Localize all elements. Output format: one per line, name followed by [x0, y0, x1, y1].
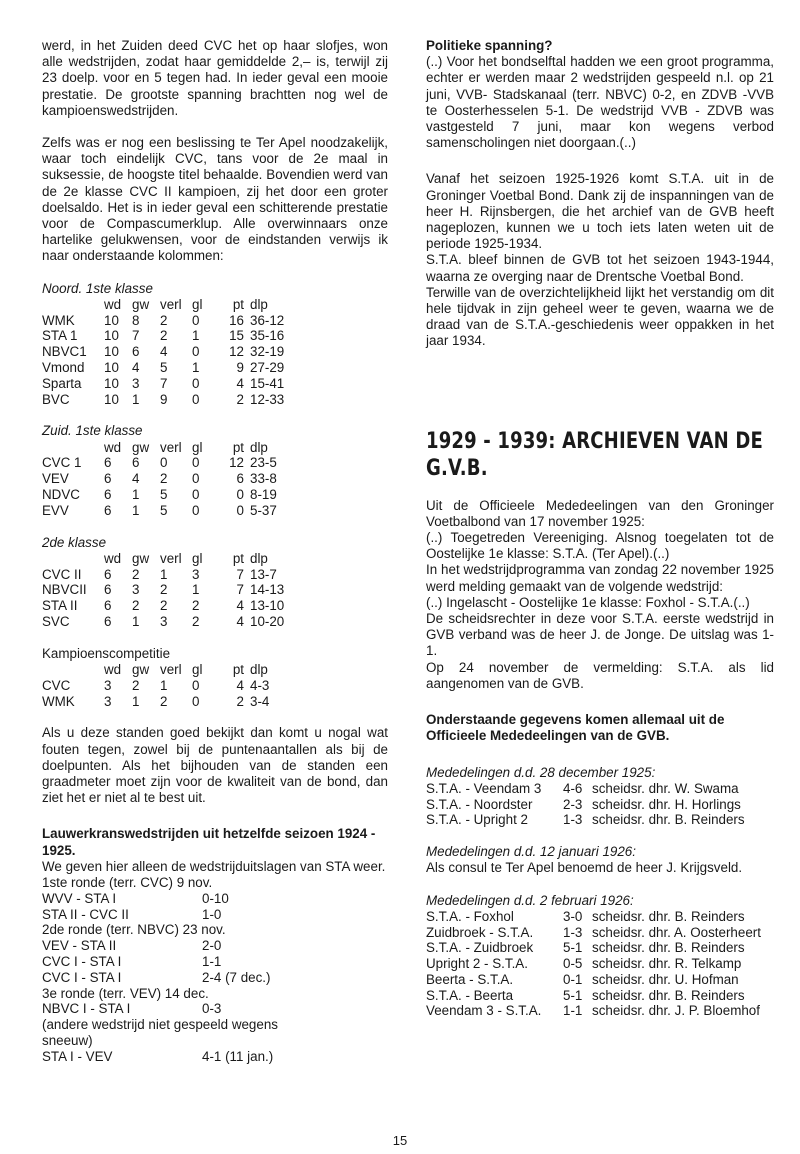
- result-row: [42, 970, 312, 986]
- table-cell: 1: [132, 614, 140, 629]
- match-teams: Upright 2 - S.T.A.: [426, 956, 528, 972]
- column-header: pt: [232, 550, 244, 566]
- match-referee: scheidsr. dhr. B. Reinders: [592, 940, 745, 956]
- standings-header-row: [42, 662, 310, 678]
- table-cell: 2: [132, 566, 140, 582]
- match-teams: S.T.A. - Noordster: [426, 796, 533, 812]
- table-cell: 4-3: [250, 677, 270, 693]
- result-row: [42, 1017, 312, 1049]
- table-cell: 2: [236, 693, 244, 709]
- match-teams: S.T.A. - Foxhol: [426, 908, 514, 924]
- result-note: (andere wedstrijd niet gespeeld wegens sneeuw): [42, 1017, 278, 1048]
- match-score: 5-1: [563, 987, 583, 1003]
- table-cell: 6: [104, 582, 112, 598]
- column-header: wd: [104, 296, 122, 312]
- team-name: NDVC: [42, 487, 80, 503]
- match-teams: S.T.A. - Beerta: [426, 987, 514, 1003]
- standings-header-row: [42, 297, 310, 313]
- announcement-line: De scheidsrechter in deze voor S.T.A. eerste wedstrijd in GVB verband was de heer J. de Jonge. De uitslag was 1-1.: [426, 611, 774, 659]
- table-cell: 2: [236, 391, 244, 407]
- table-cell: 27-29: [250, 360, 285, 376]
- column-header: pt: [232, 439, 244, 455]
- column-header: gl: [192, 439, 203, 455]
- column-header: dlp: [250, 662, 268, 677]
- mededeling-2-text: Als consul te Ter Apel benoemd de heer J. Krijgsveld.: [426, 860, 743, 876]
- match-score: 3-0: [563, 908, 583, 924]
- table-cell: 0: [236, 502, 244, 518]
- table-cell: 0: [192, 391, 200, 407]
- table-cell: 1: [192, 328, 200, 344]
- section-title: 1929 - 1939: ARCHIEVEN VAN DE G.V.B.: [426, 428, 763, 481]
- left-column: [42, 38, 388, 1065]
- team-name: CVC: [42, 677, 71, 693]
- match-score: 0-1: [563, 971, 583, 987]
- column-header: gw: [132, 662, 150, 677]
- table-row: [42, 503, 310, 519]
- table-cell: 32-19: [250, 344, 285, 360]
- match-referee: scheidsr. dhr. J. P. Bloemhof: [592, 1003, 760, 1019]
- result-score: 4-1 (11 jan.): [202, 1048, 274, 1064]
- table-cell: 8: [132, 312, 140, 328]
- column-header: dlp: [250, 296, 268, 312]
- team-name: CVC 1: [42, 455, 82, 471]
- match-row: [426, 1003, 761, 1019]
- result-row: [42, 907, 312, 923]
- match-teams: Beerta - S.T.A.: [426, 971, 514, 987]
- table-cell: 9: [236, 360, 244, 376]
- table-row: [42, 567, 310, 583]
- table-row: [42, 313, 310, 329]
- standings-tables: [42, 281, 388, 726]
- column-header: verl: [160, 296, 182, 312]
- mededeling-2-title: Mededelingen d.d. 12 januari 1926:: [426, 844, 636, 860]
- table-cell: 10: [104, 391, 119, 407]
- right-column: [426, 38, 774, 1019]
- official-announcements: [426, 498, 774, 692]
- match-row: [426, 925, 761, 941]
- announcement-line: In het wedstrijdprogramma van zondag 22 november 1925 werd melding gemaakt van de volgende wedstrijd:: [426, 562, 774, 594]
- table-cell: 6: [132, 455, 140, 471]
- team-name: Sparta: [42, 375, 82, 391]
- table-cell: 2: [160, 598, 168, 614]
- table-cell: 12: [229, 455, 244, 471]
- result-row: [42, 875, 312, 891]
- politiek-heading: Politieke spanning?: [426, 38, 553, 53]
- column-header: gl: [192, 550, 203, 566]
- table-cell: 10: [104, 360, 119, 376]
- standings-header-row: [42, 551, 310, 567]
- table-row: [42, 471, 310, 487]
- header-spacer: [42, 551, 104, 567]
- table-cell: 13-7: [250, 566, 277, 582]
- lauwerkrans-heading: Lauwerkranswedstrijden uit hetzelfde seizoen 1924 - 1925.: [42, 826, 376, 858]
- table-cell: 3: [192, 566, 200, 582]
- header-spacer: [42, 662, 104, 678]
- table-cell: 0: [192, 344, 200, 360]
- header-spacer: [42, 297, 104, 313]
- match-teams: S.T.A. - Upright 2: [426, 812, 528, 828]
- result-match: WVV - STA I: [42, 890, 117, 906]
- table-row: [42, 455, 310, 471]
- column-header: verl: [160, 439, 182, 455]
- team-name: WMK: [42, 312, 75, 328]
- match-teams: S.T.A. - Veendam 3: [426, 780, 542, 796]
- match-score: 1-1: [563, 1003, 583, 1019]
- table-cell: 1: [132, 487, 140, 503]
- table-row: [42, 614, 310, 630]
- gvb-paragraph-3: Terwille van de overzichtelijkheid lijkt het verstandig om dit hele tijdvak in zijn geheel weer te geven, waarna we de draad van de S.T.A.-geschiedenis weer oppakken in het jaar 1934.: [426, 284, 774, 349]
- table-cell: 1: [160, 677, 168, 693]
- standings-table: [42, 440, 310, 519]
- table-cell: 0: [236, 487, 244, 503]
- table-cell: 4: [236, 375, 244, 391]
- intro-paragraph-1: werd, in het Zuiden deed CVC het op haar slofjes, won alle wedstrijden, zodat haar gemiddelde 2,– is, terwijl zij 23 doelp. voor en 5 tegen had. In ieder geval een mooie prestatie. De grootste spanning brachtten nog wel de kampioenswedstrijden.: [42, 38, 388, 118]
- team-name: NBVC1: [42, 344, 87, 360]
- result-match: STA II - CVC II: [42, 906, 129, 922]
- table-cell: 33-8: [250, 471, 277, 487]
- table-cell: 10: [104, 375, 119, 391]
- table-cell: 35-16: [250, 328, 285, 344]
- result-score: 0-10: [202, 890, 229, 906]
- match-row: [426, 797, 745, 813]
- page-number: 15: [392, 1133, 408, 1148]
- table-cell: 3: [104, 677, 112, 693]
- table-cell: 9: [160, 391, 168, 407]
- lauwerkrans-intro: We geven hier alleen de wedstrijduitslagen van STA weer.: [42, 858, 386, 874]
- team-name: BVC: [42, 391, 70, 407]
- column-header: gl: [192, 662, 203, 677]
- table-cell: 5: [160, 502, 168, 518]
- table-cell: 1: [192, 360, 200, 376]
- standings-table: [42, 662, 310, 709]
- table-row: [42, 392, 310, 408]
- match-row: [426, 812, 745, 828]
- table-cell: 6: [104, 455, 112, 471]
- table-cell: 0: [192, 502, 200, 518]
- match-score: 1-3: [563, 924, 583, 940]
- table-cell: 4: [236, 598, 244, 614]
- table-cell: 1: [132, 693, 140, 709]
- mededeling-3-matches: [426, 909, 761, 1020]
- table-cell: 2: [132, 598, 140, 614]
- table-cell: 0: [192, 375, 200, 391]
- match-score: 1-3: [563, 812, 583, 828]
- team-name: WMK: [42, 693, 75, 709]
- standings-title: Noord. 1ste klasse: [42, 280, 153, 296]
- result-row: [42, 1001, 312, 1017]
- gvb-paragraph-1: Vanaf het seizoen 1925-1926 komt S.T.A. uit in de Groninger Voetbal Bond. Dank zij de inspanningen van de heer H. Rijnsbergen, die het archief van de GVB heeft nageplozen, kunnen we u toch iets laten weten uit de periode 1925-1934.: [426, 171, 774, 252]
- standings-title: 2de klasse: [42, 534, 107, 550]
- table-cell: 2: [192, 614, 200, 629]
- table-cell: 10: [104, 344, 119, 360]
- table-cell: 4: [132, 471, 140, 487]
- table-cell: 5: [160, 487, 168, 503]
- table-row: [42, 678, 310, 694]
- team-name: SVC: [42, 614, 70, 629]
- column-header: gw: [132, 296, 150, 312]
- team-name: STA II: [42, 598, 78, 614]
- standings-table: [42, 297, 310, 408]
- column-header: dlp: [250, 550, 268, 566]
- table-cell: 6: [104, 598, 112, 614]
- column-header: verl: [160, 550, 182, 566]
- announcement-line: (..) Toegetreden Vereeniging. Alsnog toegelaten tot de Oostelijke 1e klasse: S.T.A. (Ter Apel).(..): [426, 530, 774, 562]
- result-score: 2-0: [202, 938, 222, 954]
- table-cell: 7: [236, 566, 244, 582]
- announcement-line: Op 24 november de vermelding: S.T.A. als lid aangenomen van de GVB.: [426, 659, 774, 691]
- column-header: dlp: [250, 439, 268, 455]
- table-cell: 2: [132, 677, 140, 693]
- match-referee: scheidsr. dhr. B. Reinders: [592, 987, 745, 1003]
- table-row: [42, 376, 310, 392]
- mededeling-1-matches: [426, 781, 745, 828]
- mededeling-1-title: Mededelingen d.d. 28 december 1925:: [426, 764, 656, 780]
- announcement-line: (..) Ingelascht - Oostelijke 1e klasse: Foxhol - S.T.A.(..): [426, 594, 750, 610]
- table-cell: 23-5: [250, 455, 277, 471]
- table-cell: 7: [132, 328, 140, 344]
- column-header: pt: [232, 662, 244, 677]
- match-teams: S.T.A. - Zuidbroek: [426, 940, 534, 956]
- match-referee: scheidsr. dhr. H. Horlings: [592, 796, 741, 812]
- table-cell: 10-20: [250, 614, 285, 629]
- match-referee: scheidsr. dhr. R. Telkamp: [592, 956, 742, 972]
- standings-commentary: Als u deze standen goed bekijkt dan komt u nogal wat fouten tegen, zowel bij de puntenaantallen als bij de doelpunten. Als het bijhouden van de standen een graadmeter moet zijn voor de kwaliteit van de bond, dan ziet het er niet al te best uit.: [42, 725, 388, 806]
- match-referee: scheidsr. dhr. W. Swama: [592, 780, 739, 796]
- result-note: 1ste ronde (terr. CVC) 9 nov.: [42, 875, 213, 891]
- result-match: CVC I - STA I: [42, 969, 122, 985]
- standings-title: Kampioenscompetitie: [42, 645, 171, 661]
- table-cell: 13-10: [250, 598, 285, 614]
- mededeling-3-title: Mededelingen d.d. 2 februari 1926:: [426, 892, 634, 908]
- table-cell: 7: [236, 582, 244, 598]
- header-spacer: [42, 440, 104, 456]
- table-cell: 6: [236, 471, 244, 487]
- result-score: 0-3: [202, 1001, 222, 1017]
- table-cell: 1: [132, 502, 140, 518]
- result-score: 1-1: [202, 954, 222, 969]
- table-row: [42, 360, 310, 376]
- match-row: [426, 988, 761, 1004]
- table-cell: 15: [229, 328, 244, 344]
- result-match: CVC I - STA I: [42, 954, 122, 969]
- table-cell: 3: [132, 582, 140, 598]
- team-name: NBVCII: [42, 582, 87, 598]
- standings-table: [42, 551, 310, 630]
- match-teams: Veendam 3 - S.T.A.: [426, 1003, 542, 1019]
- table-cell: 6: [104, 471, 112, 487]
- table-cell: 8-19: [250, 487, 277, 503]
- table-cell: 0: [160, 455, 168, 471]
- table-cell: 0: [192, 312, 200, 328]
- table-cell: 4: [236, 677, 244, 693]
- column-header: gw: [132, 439, 150, 455]
- table-cell: 1: [132, 391, 140, 407]
- result-row: [42, 891, 312, 907]
- table-cell: 1: [160, 566, 168, 582]
- table-cell: 3: [104, 693, 112, 709]
- result-match: VEV - STA II: [42, 938, 117, 954]
- column-header: wd: [104, 439, 122, 455]
- match-score: 0-5: [563, 956, 583, 972]
- table-row: [42, 598, 310, 614]
- result-note: 3e ronde (terr. VEV) 14 dec.: [42, 985, 209, 1001]
- table-cell: 0: [192, 455, 200, 471]
- table-cell: 6: [104, 487, 112, 503]
- result-row: [42, 922, 312, 938]
- table-row: [42, 344, 310, 360]
- table-cell: 36-12: [250, 312, 285, 328]
- match-row: [426, 972, 761, 988]
- table-cell: 2: [160, 693, 168, 709]
- table-cell: 12: [229, 344, 244, 360]
- match-row: [426, 940, 761, 956]
- result-row: [42, 938, 312, 954]
- match-referee: scheidsr. dhr. B. Reinders: [592, 812, 745, 828]
- table-row: [42, 487, 310, 503]
- table-cell: 0: [192, 487, 200, 503]
- match-row: [426, 909, 761, 925]
- column-header: verl: [160, 662, 182, 677]
- table-cell: 6: [104, 566, 112, 582]
- team-name: CVC II: [42, 566, 82, 582]
- table-cell: 3-4: [250, 693, 270, 709]
- table-cell: 1: [192, 582, 200, 598]
- standings-header-row: [42, 440, 310, 456]
- match-referee: scheidsr. dhr. A. Oosterheert: [592, 924, 761, 940]
- table-cell: 0: [192, 693, 200, 709]
- column-header: gl: [192, 296, 203, 312]
- table-cell: 2: [160, 582, 168, 598]
- lauwerkrans-results: [42, 875, 312, 1065]
- table-cell: 2: [192, 598, 200, 614]
- table-cell: 15-41: [250, 375, 285, 391]
- match-score: 4-6: [563, 780, 583, 796]
- column-header: pt: [232, 296, 244, 312]
- match-teams: Zuidbroek - S.T.A.: [426, 924, 534, 940]
- match-row: [426, 956, 761, 972]
- match-referee: scheidsr. dhr. U. Hofman: [592, 971, 739, 987]
- result-match: NBVC I - STA I: [42, 1001, 131, 1017]
- table-cell: 4: [132, 360, 140, 376]
- table-row: [42, 582, 310, 598]
- intro-paragraph-2: Zelfs was er nog een beslissing te Ter Apel noodzakelijk, waar toch eindelijk CVC, tans voor de 2e maal in suksessie, de hoogste titel behaalde. Bovendien werd van de 2e klasse CVC II kampioen, zij het door een groter doelsaldo. Het is in ieder geval een schitterende prestatie voor de Compascumerklup. Alle overwinnaars onze hartelike gelukwensen, voor de eindstanden verwijs ik naar onderstaande kolommen:: [42, 135, 388, 264]
- table-cell: 10: [104, 312, 119, 328]
- table-cell: 5-37: [250, 502, 277, 518]
- column-header: gw: [132, 550, 150, 566]
- result-score: 2-4 (7 dec.): [202, 969, 271, 985]
- team-name: STA 1: [42, 328, 78, 344]
- table-cell: 2: [160, 312, 168, 328]
- result-row: [42, 986, 312, 1002]
- table-cell: 4: [160, 344, 168, 360]
- table-cell: 2: [160, 471, 168, 487]
- table-cell: 0: [192, 471, 200, 487]
- table-cell: 12-33: [250, 391, 285, 407]
- politiek-text: (..) Voor het bondselftal hadden we een groot programma, echter er werden maar 2 wedstrijden gespeeld n.l. op 21 juni, VVB- Stadskanaal (terr. NBVC) 0-2, en ZDVB -VVB te Oosterhesselen 5-1. De wedstrijd VVB - ZDVB was vastgesteld 7 juni, maar kon wegens verbod samenscholingen niet doorgaan.(..): [426, 54, 774, 151]
- team-name: VEV: [42, 471, 69, 487]
- match-referee: scheidsr. dhr. B. Reinders: [592, 908, 745, 924]
- result-row: [42, 1049, 312, 1065]
- table-cell: 10: [104, 328, 119, 344]
- gvb-paragraph-2: S.T.A. bleef binnen de GVB tot het seizoen 1943-1944, waarna ze overging naar de Drentsche Voetbal Bond.: [426, 252, 774, 284]
- match-score: 2-3: [563, 796, 583, 812]
- table-cell: 5: [160, 360, 168, 376]
- table-cell: 16: [229, 312, 244, 328]
- table-cell: 0: [192, 677, 200, 693]
- table-row: [42, 328, 310, 344]
- team-name: EVV: [42, 502, 69, 518]
- result-row: [42, 954, 312, 970]
- standings-title: Zuid. 1ste klasse: [42, 423, 143, 439]
- table-cell: 6: [104, 502, 112, 518]
- table-cell: 4: [236, 614, 244, 629]
- result-note: 2de ronde (terr. NBVC) 23 nov.: [42, 922, 226, 938]
- table-cell: 3: [160, 614, 168, 629]
- gvb-source-heading: Onderstaande gegevens komen allemaal uit de Officieele Mededeelingen van de GVB.: [426, 712, 725, 744]
- table-cell: 6: [132, 344, 140, 360]
- table-cell: 3: [132, 375, 140, 391]
- team-name: Vmond: [42, 360, 85, 376]
- column-header: wd: [104, 550, 122, 566]
- table-cell: 2: [160, 328, 168, 344]
- match-score: 5-1: [563, 940, 583, 956]
- table-cell: 14-13: [250, 582, 285, 598]
- table-cell: 7: [160, 375, 168, 391]
- table-row: [42, 694, 310, 710]
- column-header: wd: [104, 662, 122, 677]
- result-match: STA I - VEV: [42, 1048, 113, 1064]
- match-row: [426, 781, 745, 797]
- announcement-line: Uit de Officieele Mededeelingen van den Groninger Voetbalbond van 17 november 1925:: [426, 497, 774, 529]
- result-score: 1-0: [202, 906, 222, 922]
- table-cell: 6: [104, 614, 112, 629]
